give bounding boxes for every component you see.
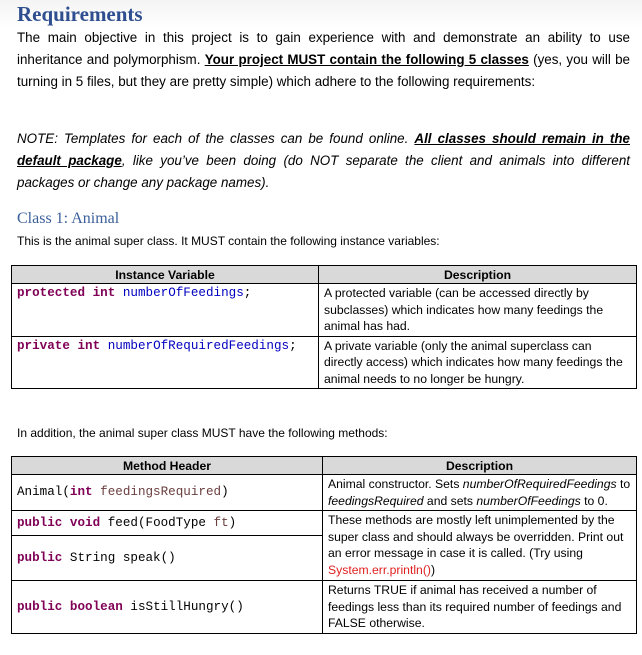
class1-intro: This is the animal super class. It MUST contain the following instance variables: [17,234,440,248]
description-cell: Animal constructor. Sets numberOfRequiredFeedings to feedingsRequired and sets numberOfFeedings to 0. [323,475,637,511]
description-cell: A protected variable (can be accessed directly by subclasses) which indicates how many feedings the animal has had. [319,284,637,337]
variable-cell: private int numberOfRequiredFeedings; [12,336,319,389]
intro-emphasis: Your project MUST contain the following 5 classes [204,52,529,67]
instance-variable-table [11,265,637,389]
note-text-end: , like you’ve been doing (do NOT separate the client and animals into different packages or change any package names). [17,153,631,190]
method-header-cell: public boolean isStillHungry() [12,581,323,634]
table-header: Description [319,266,637,284]
methods-intro: In addition, the animal super class MUST have the following methods: [17,426,388,440]
note-paragraph [17,128,630,194]
table-header: Instance Variable [12,266,319,284]
description-cell: These methods are mostly left unimplemented by the super class and should always be overridden. Print out an error message in case it is called. (Try using System.err.println()) [323,511,637,581]
method-header-cell: public String speak() [12,536,323,581]
variable-cell: protected int numberOfFeedings; [12,284,319,337]
note-emphasis: All classes should remain in the default package [17,131,630,168]
intro-text-end: (yes, you will be turning in 5 files, but they are pretty simple) which adhere to the following requirements: [17,52,630,89]
intro-paragraph [17,27,630,93]
intro-text: The main objective in this project is to gain experience with and demonstrate an ability to use inheritance and polymorphism. [17,30,630,67]
table-header: Description [323,457,637,475]
method-table [11,456,637,634]
description-cell: A private variable (only the animal superclass can directly access) which indicates how many feedings the animal needs to no longer be hungry. [319,336,637,389]
section-title: Requirements [17,2,143,26]
table-row [12,511,637,536]
class1-heading: Class 1: Animal [17,210,120,227]
table-row [12,581,637,634]
method-header-cell: public void feed(FoodType ft) [12,511,323,536]
table-row [12,475,637,511]
description-cell: Returns TRUE if animal has received a number of feedings less than its required number of feedings and FALSE otherwise. [323,581,637,634]
method-header-cell: Animal(int feedingsRequired) [12,475,323,511]
table-header: Method Header [12,457,323,475]
note-text: NOTE: Templates for each of the classes can be found online. [17,131,415,146]
table-row [12,336,637,389]
table-row [12,284,637,337]
